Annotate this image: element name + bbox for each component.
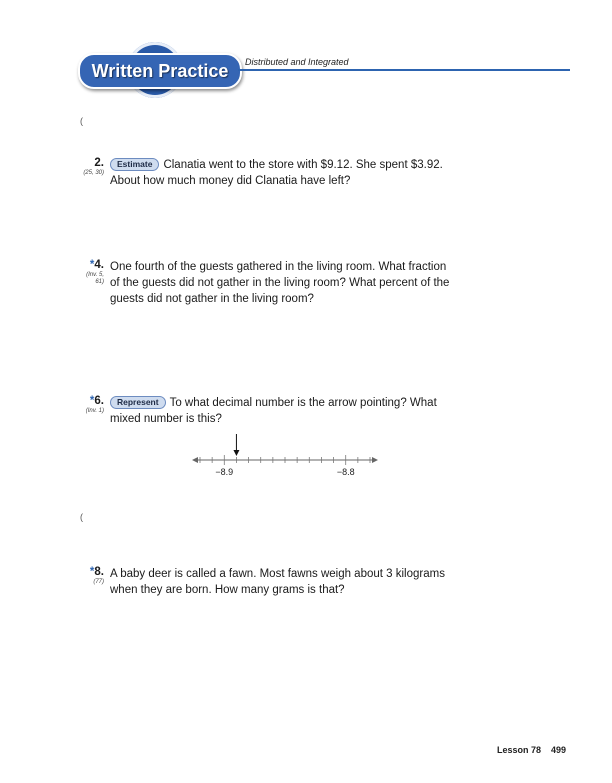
lesson-label: Lesson 78	[497, 745, 542, 755]
page-footer	[497, 745, 566, 755]
page-number: 499	[551, 745, 567, 755]
tick-label: −8.9	[215, 467, 234, 477]
lesson-reference: (Inv. 1)	[85, 408, 104, 414]
lesson-reference: (25, 30)	[83, 170, 104, 176]
lesson-reference: (77)	[93, 579, 104, 585]
problem-number: *8.	[89, 566, 104, 578]
problem-number: 2.	[94, 157, 104, 169]
header-rule	[238, 69, 570, 71]
estimate-badge: Estimate	[110, 158, 159, 171]
right-arrowhead	[372, 457, 378, 463]
problem-text: Represent To what decimal number is the arrow pointing? What mixed number is this?	[110, 397, 437, 425]
number-line	[190, 430, 380, 482]
section-banner	[78, 53, 242, 89]
pointer-arrowhead	[233, 450, 239, 456]
problem-text: One fourth of the guests gathered in the living room. What fraction of the guests did not gather in the living room? What percent of the guests did not gather in the living room?	[110, 261, 450, 305]
problem-text: A baby deer is called a fawn. Most fawns weigh about 3 kilograms when they are born. How many grams is that?	[110, 568, 445, 596]
problem-text: Estimate Clanatia went to the store with $9.12. She spent $3.92. About how much money did Clanatia have left?	[110, 159, 443, 187]
stray-mark: (	[80, 116, 83, 126]
left-arrowhead	[192, 457, 198, 463]
problem-number: *4.	[89, 259, 104, 271]
section-title: Written Practice	[91, 60, 229, 81]
problem-number: *6.	[89, 395, 104, 407]
lesson-reference: (Inv. 5, 61)	[86, 272, 104, 285]
represent-badge: Represent	[110, 396, 166, 409]
section-subtitle: Distributed and Integrated	[245, 57, 349, 67]
stray-mark: (	[80, 512, 83, 522]
tick-label: −8.8	[336, 467, 355, 477]
